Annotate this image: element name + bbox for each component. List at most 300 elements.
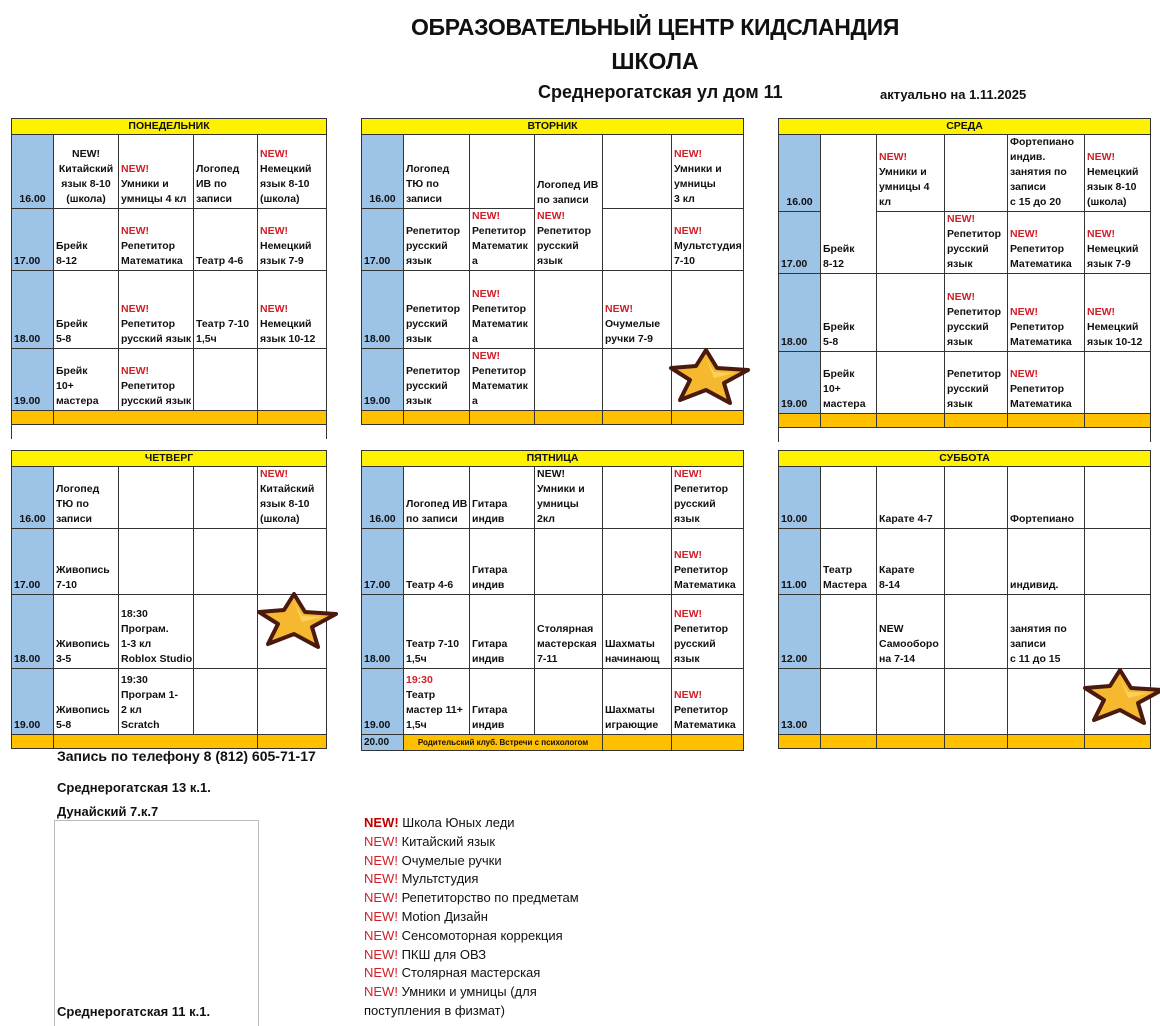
cell-text-line: русский (947, 243, 989, 255)
cell-text-line: Шахматы (605, 704, 655, 716)
footer-cell (470, 411, 535, 425)
new-badge: NEW! (674, 608, 702, 620)
time-label: 11.00 (779, 529, 821, 595)
class-cell (119, 595, 194, 669)
class-cell (603, 529, 672, 595)
news-item: NEW! Школа Юных леди (364, 815, 515, 830)
cell-text-line: Шахматы (605, 638, 655, 650)
cell-text-line: Немецкий (260, 163, 312, 175)
time-label: 13.00 (779, 669, 821, 735)
cell-text-line: индив (472, 719, 505, 731)
cell-text-line: Математик (472, 240, 528, 252)
cell-text-line: язык (406, 255, 432, 267)
thursday-day-header: ЧЕТВЕРГ (12, 451, 327, 467)
cell-text-line: Математик (472, 380, 528, 392)
new-badge: NEW! (674, 689, 702, 701)
class-cell (821, 529, 877, 595)
class-cell (1008, 212, 1085, 274)
cell-text-line: мастерская (537, 638, 597, 650)
class-cell (877, 595, 945, 669)
address-3: Среднерогатская 11 к.1. (57, 1004, 211, 1019)
news-list (364, 814, 579, 1021)
class-cell (404, 349, 470, 411)
schedule-row (779, 135, 1151, 212)
wednesday-schedule-table (778, 118, 1151, 442)
schedule-row (12, 209, 327, 271)
class-cell (54, 209, 119, 271)
title-line-1: ОБРАЗОВАТЕЛЬНЫЙ ЦЕНТР КИДСЛАНДИЯ (410, 14, 900, 40)
cell-text-line: (школа) (260, 513, 300, 525)
class-cell (672, 135, 744, 209)
cell-text-line: Брейк (823, 243, 855, 255)
cell-text-line: язык (947, 258, 973, 270)
news-item: NEW! Сенсомоторная коррекция (364, 927, 563, 943)
footer-cell (258, 411, 327, 425)
cell-text-line: Фортепиано (1010, 513, 1075, 525)
phone-contact: Запись по телефону 8 (812) 605-71-17 (57, 748, 316, 764)
footer-cell (362, 411, 404, 425)
cell-text-line: язык 7-9 (260, 255, 304, 267)
cell-text-line: 1,5ч (406, 719, 427, 731)
class-cell (119, 209, 194, 271)
cell-text-line: ИВ по (196, 178, 227, 190)
class-cell (1008, 529, 1085, 595)
time-label: 16.00 (12, 467, 54, 529)
cell-text-line: Умники и (674, 163, 722, 175)
class-cell (258, 669, 327, 735)
cell-text-line: умницы 4 (879, 181, 930, 193)
cell-text-line: Репетитор (1010, 321, 1065, 333)
cell-text-line: 5-8 (823, 336, 839, 348)
new-badge: NEW! (605, 303, 633, 315)
cell-text-line: Столярная (537, 623, 594, 635)
cell-text-line: русский (674, 498, 716, 510)
class-cell (119, 271, 194, 349)
class-cell (603, 135, 672, 209)
schedule-row (362, 271, 744, 349)
cell-text-line: язык 10-12 (1087, 336, 1143, 348)
cell-text-line: мастера (823, 398, 866, 410)
cell-text-line: Логопед ИВ (406, 498, 468, 510)
class-cell (672, 595, 744, 669)
class-cell (1085, 529, 1151, 595)
cell-text-line: Брейк (56, 365, 88, 377)
cell-text-line: язык 8-10 (61, 178, 111, 190)
class-cell (535, 209, 603, 271)
class-cell (404, 467, 470, 529)
cell-text-line: Брейк (56, 240, 88, 252)
cell-text-line: по записи (537, 193, 589, 206)
class-cell (119, 349, 194, 411)
cell-text-line: кл (879, 196, 892, 208)
cell-text-line: Немецкий (1087, 166, 1139, 178)
class-cell (1008, 135, 1085, 212)
tuesday-day-header: ВТОРНИК (362, 119, 744, 135)
class-cell (258, 135, 327, 209)
footer-cell (12, 411, 54, 425)
schedule-row (12, 135, 327, 209)
cell-text-line: индив (472, 513, 505, 525)
cell-text-line: начинающ (605, 653, 660, 665)
class-cell (945, 529, 1008, 595)
cell-text-line: Репетитор (121, 380, 176, 392)
cell-text-line: записи (1010, 181, 1047, 193)
cell-text-line: Театр (823, 564, 853, 576)
new-badge: NEW! (674, 225, 702, 237)
cell-text-line: Математика (121, 255, 183, 267)
cell-text-line: занятия по (1010, 623, 1067, 635)
spacer-row (12, 425, 327, 439)
footer-cell (404, 411, 470, 425)
schedule-row (12, 467, 327, 529)
cell-text-line: 8-12 (823, 258, 845, 270)
new-badge: NEW! (260, 225, 288, 237)
cell-text-line: Репетитор (472, 365, 527, 377)
class-cell (603, 349, 672, 411)
news-item: NEW! Мультстудия (364, 871, 479, 887)
class-cell (470, 271, 535, 349)
time-label: 17.00 (779, 212, 821, 274)
class-cell (54, 595, 119, 669)
cell-text-line: язык 8-10 (260, 498, 310, 510)
class-cell (1008, 352, 1085, 414)
cell-text-line: (школа) (66, 193, 106, 205)
schedule-row (12, 529, 327, 595)
cell-text-line: Математика (674, 579, 736, 591)
cell-text-line: играющие (605, 719, 659, 731)
cell-text-line: мастера (56, 395, 99, 407)
time-label: 19.00 (362, 349, 404, 411)
class-cell (404, 595, 470, 669)
footer-row (779, 414, 1151, 428)
class-cell (404, 271, 470, 349)
cell-text-line: Репетитор (472, 303, 527, 315)
cell-text-line: 3 кл (674, 193, 695, 205)
cell-text-line: язык (947, 398, 973, 410)
class-cell (470, 135, 535, 209)
star-icon (668, 346, 752, 406)
cell-text-line: записи (1010, 638, 1047, 650)
footer-row (362, 411, 744, 425)
cell-text-line: Немецкий (260, 240, 312, 252)
cell-text-line: Немецкий (1087, 243, 1139, 255)
cell-text-line: ТЮ по (56, 498, 89, 510)
cell-text-line: Умники и (537, 483, 585, 495)
cell-text-line: NEW (879, 623, 904, 635)
class-cell (821, 352, 877, 414)
cell-text-line: 2 кл (121, 704, 142, 716)
schedule-row (362, 467, 744, 529)
cell-text-line: Умники и (879, 166, 927, 178)
new-badge: NEW! (260, 148, 288, 160)
cell-text-line: Театр 4-6 (196, 255, 244, 267)
cell-text-line: язык 10-12 (260, 333, 316, 345)
footer-cell (54, 411, 258, 425)
class-cell (470, 209, 535, 271)
cell-text-line: Логопед (56, 483, 100, 495)
class-cell (535, 135, 603, 209)
cell-text-line: русский (406, 380, 448, 392)
cell-text-line: русский (406, 318, 448, 330)
class-cell (258, 467, 327, 529)
footer-row (779, 735, 1151, 749)
saturday-day-header: СУББОТА (779, 451, 1151, 467)
news-item: NEW! ПКШ для ОВЗ (364, 946, 487, 962)
schedule-row (362, 529, 744, 595)
class-cell (945, 467, 1008, 529)
cell-text-line: записи (196, 193, 233, 205)
class-cell (194, 595, 258, 669)
cell-text-line: Фортепиано (1010, 136, 1075, 148)
class-cell (877, 352, 945, 414)
cell-text-line: 1,5ч (196, 333, 217, 345)
cell-text-line: Математика (674, 719, 736, 731)
class-cell (194, 135, 258, 209)
cell-text-line: язык (537, 255, 563, 267)
footer-cell (945, 414, 1008, 428)
class-cell (821, 595, 877, 669)
cell-text-line: русский (947, 321, 989, 333)
new-badge: NEW! (1010, 228, 1038, 240)
cell-text-line: 7-10 (56, 579, 78, 591)
class-cell (945, 669, 1008, 735)
cell-text-line: с 15 до 20 (1010, 196, 1062, 208)
class-cell (945, 595, 1008, 669)
cell-text-line: Немецкий (1087, 321, 1139, 333)
cell-text-line: язык (406, 333, 432, 345)
new-badge: NEW! (879, 151, 907, 163)
footer-cell (672, 411, 744, 425)
cell-text-line: индив. (1010, 151, 1046, 163)
news-item-continuation: поступления в физмат) (364, 1002, 505, 1018)
class-cell (877, 274, 945, 352)
cell-text-line: Гитара (472, 638, 508, 650)
cell-text-line: 18:30 (121, 608, 148, 620)
new-badge: NEW! (947, 291, 975, 303)
footer-cell (258, 735, 327, 749)
star-icon (256, 590, 340, 650)
time-label: 17.00 (362, 209, 404, 271)
cell-text-line: Репетитор (121, 240, 176, 252)
cell-text-line: умницы (537, 498, 579, 510)
cell-text-line: 1-3 кл (121, 638, 152, 650)
cell-text-line: Репетитор (947, 306, 1002, 318)
cell-text-line: индив (472, 579, 505, 591)
class-cell (603, 209, 672, 271)
new-badge: NEW! (121, 365, 149, 377)
news-item: NEW! Репетиторство по предметам (364, 890, 579, 906)
cell-text-line: 1,5ч (406, 653, 427, 665)
class-cell (54, 349, 119, 411)
footer-cell (821, 414, 877, 428)
class-cell (535, 349, 603, 411)
cell-text-line: (школа) (1087, 196, 1127, 208)
footer-cell (821, 735, 877, 749)
cell-text-line: Математика (1010, 336, 1072, 348)
address-1: Среднерогатская 13 к.1. (57, 780, 211, 795)
class-cell (119, 529, 194, 595)
cell-text-line: Scratch (121, 719, 160, 731)
news-item: NEW! Motion Дизайн (364, 908, 488, 924)
time-label: 18.00 (12, 595, 54, 669)
cell-text-line: Брейк (56, 318, 88, 330)
class-cell (535, 669, 603, 735)
class-cell (945, 135, 1008, 212)
time-label: 18.00 (362, 595, 404, 669)
news-item: NEW! Очумелые ручки (364, 852, 502, 868)
class-cell (1085, 352, 1151, 414)
new-badge: NEW! (674, 148, 702, 160)
cell-text-line: Гитара (472, 498, 508, 510)
footer-cell (877, 735, 945, 749)
class-cell (1085, 467, 1151, 529)
class-cell (194, 349, 258, 411)
class-cell (672, 209, 744, 271)
class-cell (877, 669, 945, 735)
school-address: Среднерогатская ул дом 11 (538, 82, 783, 102)
cell-text-line: Репетитор (406, 303, 461, 315)
class-cell (821, 669, 877, 735)
schedule-row (12, 669, 327, 735)
time-label: 16.00 (362, 135, 404, 209)
schedule-row (12, 271, 327, 349)
cell-text-line: Очумелые (605, 318, 661, 330)
class-cell (54, 467, 119, 529)
actual-date: актуально на 1.11.2025 (880, 87, 1027, 102)
cell-text-line: Репетитор (674, 483, 729, 495)
news-item: NEW! Столярная мастерская (364, 965, 541, 981)
new-badge: NEW! (1087, 151, 1115, 163)
cell-text-line: русский (406, 240, 448, 252)
class-cell (821, 467, 877, 529)
cell-text-line: Репетитор (674, 704, 729, 716)
cell-text-line: Самооборо (879, 638, 939, 650)
cell-text-line: по записи (406, 513, 458, 525)
footer-cell (779, 414, 821, 428)
cell-text-line: индив (472, 653, 505, 665)
footer-cell (1085, 735, 1151, 749)
class-cell (672, 467, 744, 529)
schedule-row (362, 135, 744, 209)
class-cell (470, 595, 535, 669)
schedule-row (779, 352, 1151, 414)
cell-text-line: Математика (1010, 258, 1072, 270)
cell-text-line: 5-8 (56, 719, 72, 731)
time-label: 17.00 (12, 209, 54, 271)
class-cell (1085, 212, 1151, 274)
class-cell (119, 669, 194, 735)
footer-cell (12, 735, 54, 749)
new-badge: NEW! (1010, 306, 1038, 318)
cell-text-line: умницы (674, 178, 716, 190)
class-cell (877, 212, 945, 274)
cell-text-line: 10+ (823, 383, 841, 395)
time-label: 10.00 (779, 467, 821, 529)
footer-row (12, 411, 327, 425)
monday-day-header: ПОНЕДЕЛЬНИК (12, 119, 327, 135)
cell-text-line: Логопед (196, 163, 240, 175)
cell-text-line: (школа) (260, 193, 300, 205)
time-label: 19.00 (12, 349, 54, 411)
cell-text-line: Театр 4-6 (406, 579, 454, 591)
cell-text-line: индивид. (1010, 579, 1059, 591)
news-item: NEW! Китайский язык (364, 833, 496, 849)
new-badge: NEW! (121, 163, 149, 175)
cell-text-line: Театр 7-10 (196, 318, 250, 330)
cell-text-line: Репетитор (121, 318, 176, 330)
class-cell (194, 669, 258, 735)
class-cell (470, 467, 535, 529)
class-cell (54, 529, 119, 595)
friday-schedule-table (361, 450, 744, 751)
schedule-row (12, 349, 327, 411)
schedule-row (362, 669, 744, 735)
new-badge: NEW! (947, 213, 975, 225)
schedule-row (362, 595, 744, 669)
footer-cell (603, 735, 672, 751)
cell-text-line: с 11 до 15 (1010, 653, 1061, 665)
footer-cell (1008, 735, 1085, 749)
footer-cell (672, 735, 744, 751)
cell-text-line: Roblox Studio (121, 653, 193, 665)
spacer-row (779, 428, 1151, 442)
cell-text-line: 5-8 (56, 333, 72, 345)
time-label: 19.00 (779, 352, 821, 414)
cell-text-line: а (472, 255, 478, 267)
class-cell (404, 135, 470, 209)
cell-text-line: на 7-14 (879, 653, 916, 665)
cell-text-line: Логопед (406, 163, 450, 175)
cell-text-line: 2кл (537, 513, 555, 525)
new-badge: NEW! (472, 350, 500, 362)
cell-text-line: ручки 7-9 (605, 333, 654, 345)
new-badge: NEW! (1087, 228, 1115, 240)
cell-text-line: язык (406, 395, 432, 407)
cell-text-line: Репетитор (674, 564, 729, 576)
new-badge: NEW! (472, 288, 500, 300)
class-cell (119, 135, 194, 209)
new-badge: NEW! (674, 468, 702, 480)
cell-text-line: Брейк (823, 321, 855, 333)
cell-text-line: Репетитор (947, 228, 1002, 240)
cell-text-line: ТЮ по (406, 178, 439, 190)
class-cell (821, 135, 877, 274)
cell-text-line: Карате 4-7 (879, 513, 933, 525)
class-cell (1008, 669, 1085, 735)
class-cell (1008, 595, 1085, 669)
class-cell (945, 212, 1008, 274)
class-cell (470, 529, 535, 595)
cell-text-line: Репетитор (1010, 243, 1065, 255)
cell-text-line: Логопед ИВ (537, 178, 599, 191)
footer-cell (1085, 414, 1151, 428)
class-cell (1085, 595, 1151, 669)
class-cell (54, 271, 119, 349)
footer-cell (603, 411, 672, 425)
cell-text-line: 10+ (56, 380, 74, 392)
footer-cell (535, 411, 603, 425)
class-cell (258, 529, 327, 595)
class-cell (945, 274, 1008, 352)
new-badge: NEW! (537, 210, 565, 222)
time-label: 18.00 (12, 271, 54, 349)
class-cell (258, 349, 327, 411)
new-badge: NEW! (1087, 306, 1115, 318)
footer-cell (877, 414, 945, 428)
class-cell (672, 669, 744, 735)
cell-text-line: язык (674, 653, 700, 665)
class-cell (258, 209, 327, 271)
